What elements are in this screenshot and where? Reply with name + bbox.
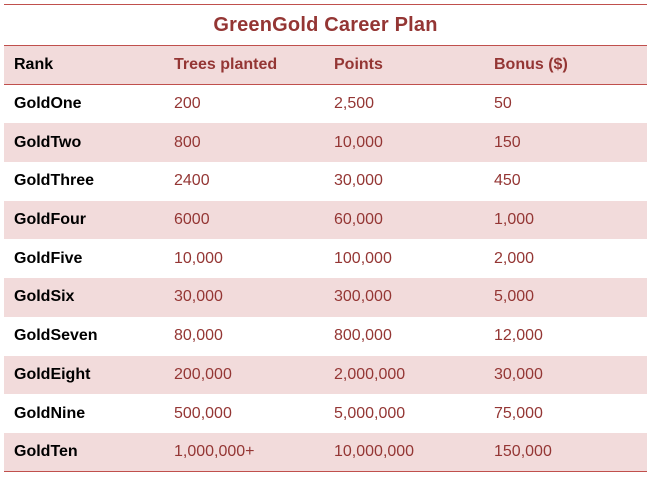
table-title: GreenGold Career Plan: [213, 13, 438, 36]
rank-cell: GoldFive: [14, 249, 83, 267]
points-cell: 800,000: [334, 327, 392, 345]
trees-cell: 30,000: [174, 288, 223, 306]
trees-cell: 6000: [174, 211, 210, 229]
bonus-cell: 50: [494, 95, 512, 113]
trees-cell: 800: [174, 133, 201, 151]
bonus-cell: 2,000: [494, 249, 535, 267]
points-cell: 10,000,000: [334, 442, 415, 460]
rank-cell: GoldNine: [14, 404, 86, 422]
rank-cell: GoldEight: [14, 365, 91, 383]
points-cell: 30,000: [334, 172, 383, 190]
career-plan-table: [4, 46, 647, 472]
trees-cell: 1,000,000+: [174, 442, 255, 460]
points-cell: 100,000: [334, 249, 392, 267]
rank-cell: GoldTwo: [14, 133, 82, 151]
title-row: [4, 4, 647, 46]
bonus-cell: 75,000: [494, 404, 543, 422]
points-cell: 2,500: [334, 95, 375, 113]
bonus-cell: 150,000: [494, 442, 552, 460]
header-trees-planted: Trees planted: [174, 56, 278, 74]
header-bonus: Bonus ($): [494, 56, 568, 74]
career-plan-table-container: [4, 4, 647, 472]
bonus-cell: 12,000: [494, 327, 543, 345]
bonus-cell: 30,000: [494, 365, 543, 383]
points-cell: 5,000,000: [334, 404, 406, 422]
trees-cell: 2400: [174, 172, 210, 190]
table-row: [4, 356, 647, 395]
rank-cell: GoldSeven: [14, 327, 98, 345]
table-row: [4, 123, 647, 162]
rank-cell: GoldOne: [14, 95, 82, 113]
points-cell: 60,000: [334, 211, 383, 229]
trees-cell: 80,000: [174, 327, 223, 345]
rank-cell: GoldFour: [14, 211, 86, 229]
table-row: [4, 239, 647, 278]
bonus-cell: 150: [494, 133, 521, 151]
bonus-cell: 450: [494, 172, 521, 190]
trees-cell: 10,000: [174, 249, 223, 267]
bonus-cell: 5,000: [494, 288, 535, 306]
trees-cell: 200,000: [174, 365, 232, 383]
bonus-cell: 1,000: [494, 211, 535, 229]
points-cell: 300,000: [334, 288, 392, 306]
table-row: [4, 85, 647, 124]
trees-cell: 500,000: [174, 404, 232, 422]
table-row: [4, 433, 647, 472]
trees-cell: 200: [174, 95, 201, 113]
points-cell: 10,000: [334, 133, 383, 151]
rank-cell: GoldTen: [14, 442, 78, 460]
table-row: [4, 278, 647, 317]
rank-cell: GoldThree: [14, 172, 95, 190]
rank-cell: GoldSix: [14, 288, 75, 306]
points-cell: 2,000,000: [334, 365, 406, 383]
table-row: [4, 201, 647, 240]
header-rank: Rank: [14, 56, 54, 74]
table-row: [4, 162, 647, 201]
table-row: [4, 394, 647, 433]
table-row: [4, 317, 647, 356]
header-points: Points: [334, 56, 383, 74]
header-row: [4, 46, 647, 85]
